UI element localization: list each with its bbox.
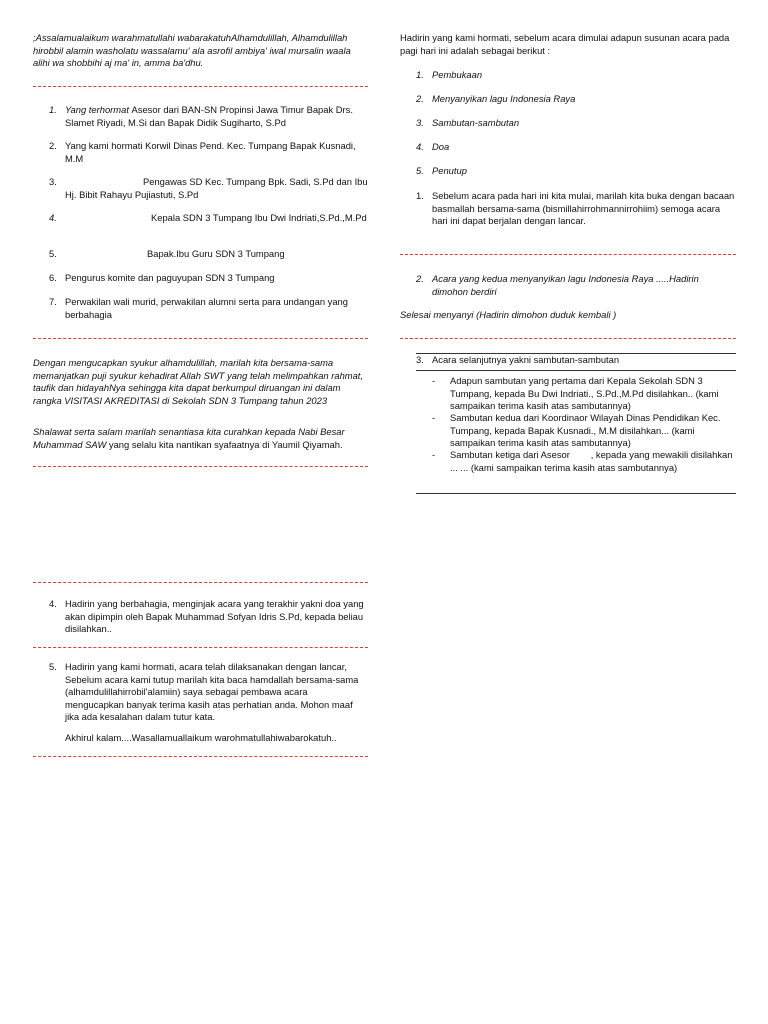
separator-line (33, 756, 368, 757)
table-rule (416, 370, 736, 371)
greeting-item-7: 7. Perwakilan wali murid, perwakilan alumni serta para undangan yang berbahagia (49, 296, 348, 320)
separator-line (33, 338, 368, 339)
agenda-intro: Hadirin yang kami hormati, sebelum acara dimulai adapun susunan acara pada pagi hari ini adalah sebagai berikut : (400, 32, 730, 56)
separator-line (400, 338, 736, 339)
greeting-item-3: 3. Pengawas SD Kec. Tumpang Bpk. Sadi, S.Pd dan Ibu Hj. Bibit Rahayu Pujiastuti, S.Pd (49, 176, 368, 200)
separator-line (33, 86, 368, 87)
agenda-item-2: 2. Menyanyikan lagu Indonesia Raya (416, 93, 576, 104)
agenda-item-4: 4. Doa (416, 141, 450, 152)
closing-remark: Akhirul kalam....Wasallamuallaikum warohmatullahiwabarokatuh.. (65, 732, 337, 743)
step-opening: 1. Sebelum acara pada hari ini kita mulai, marilah kita buka dengan bacaan basmallah bersama-sama (bismillahirrohmannirrohiim) semoga acara hari ini dapat berjalan dengan lancar. (416, 190, 735, 227)
separator-line (33, 647, 368, 648)
opening-salutation: ;Assalamualaikum warahmatullahi wabarakatuhAlhamdulillah, Alhamdulillah hirobbil alamin washolatu wassalamu' ala asrofil ambiya' iwal mursalin waala alihi wa shobbihi aj ma' in, amma ba'dhu. (33, 32, 351, 69)
separator-line (33, 582, 368, 583)
step-speeches: 3. Acara selanjutnya yakni sambutan-sambutan (416, 354, 620, 365)
greeting-item-2: 2. Yang kami hormati Korwil Dinas Pend. Kec. Tumpang Bapak Kusnadi, M.M (49, 140, 356, 164)
separator-line (33, 466, 368, 467)
after-anthem-note: Selesai menyanyi (Hadirin dimohon duduk kembali ) (400, 309, 617, 320)
speech-item-1: - Adapun sambutan yang pertama dari Kepala Sekolah SDN 3 Tumpang, kepada Bu Dwi Indriati., S.Pd.,M.Pd disilahkan.. (kami sampaikan terima kasih atas sambutannya) (432, 375, 719, 412)
gratitude-paragraph: Dengan mengucapkan syukur alhamdulillah, marilah kita bersama-sama memanjatkan puji syukur kehadirat Allah SWT yang telah melimpahkan rahmat, taufik dan hidayahNya sehingga kita dapat berkumpul diruangan ini dalam rangka VISITASI AKREDITASI di Sekolah SDN 3 Tumpang tahun 2023 (33, 357, 364, 406)
greeting-item-5: 5. Bapak.Ibu Guru SDN 3 Tumpang (49, 248, 285, 259)
agenda-item-5: 5. Penutup (416, 165, 467, 176)
closing-item-4: 4. Hadirin yang berbahagia, menginjak acara yang terakhir yakni doa yang akan dipimpin oleh Bapak Muhammad Sofyan Idris S.Pd, kepada beliau disilahkan.. (49, 598, 364, 635)
greeting-item-6: 6. Pengurus komite dan paguyupan SDN 3 Tumpang (49, 272, 275, 283)
agenda-item-1: 1. Pembukaan (416, 69, 483, 80)
step-anthem: 2. Acara yang kedua menyanyikan lagu Indonesia Raya .....Hadirin dimohon berdiri (416, 273, 699, 297)
shalawat-paragraph: Shalawat serta salam marilah senantiasa kita curahkan kepada Nabi Besar Muhammad SAW yang selalu kita nantikan syafaatnya di Yaumil Qiyamah. (33, 426, 345, 450)
closing-item-5: 5. Hadirin yang kami hormati, acara telah dilaksanakan dengan lancar, Sebelum acara kami tutup marilah kita baca hamdallah bersama-sama (alhamdulillahirrobil'alamiin) saya sebagai pembawa acara mengucapkan banyak terima kasih atas perhatian anda. Mohon maaf jika ada kesalahan dalam tutur kata. (49, 661, 359, 723)
speech-item-2: - Sambutan kedua dari Koordinaor Wilayah Dinas Pendidikan Kec. Tumpang, kepada Bapak Kusnadi., M.M disilahkan... (kami sampaikan terima kasih atas sambutannya) (432, 412, 721, 449)
separator-line (400, 254, 736, 255)
greeting-item-1: 1. Yang terhormat Asesor dari BAN-SN Propinsi Jawa Timur Bapak Drs. Slamet Riyadi, M.Si dan Bapak Didik Sugiharto, S.Pd (49, 104, 353, 128)
agenda-item-3: 3. Sambutan-sambutan (416, 117, 520, 128)
greeting-item-4: 4. Kepala SDN 3 Tumpang Ibu Dwi Indriati,S.Pd.,M.Pd (49, 212, 367, 223)
speech-item-3: - Sambutan ketiga dari Asesor , kepada yang mewakili disilahkan ... ... (kami sampaikan terima kasih atas sambutannya) (432, 449, 736, 473)
